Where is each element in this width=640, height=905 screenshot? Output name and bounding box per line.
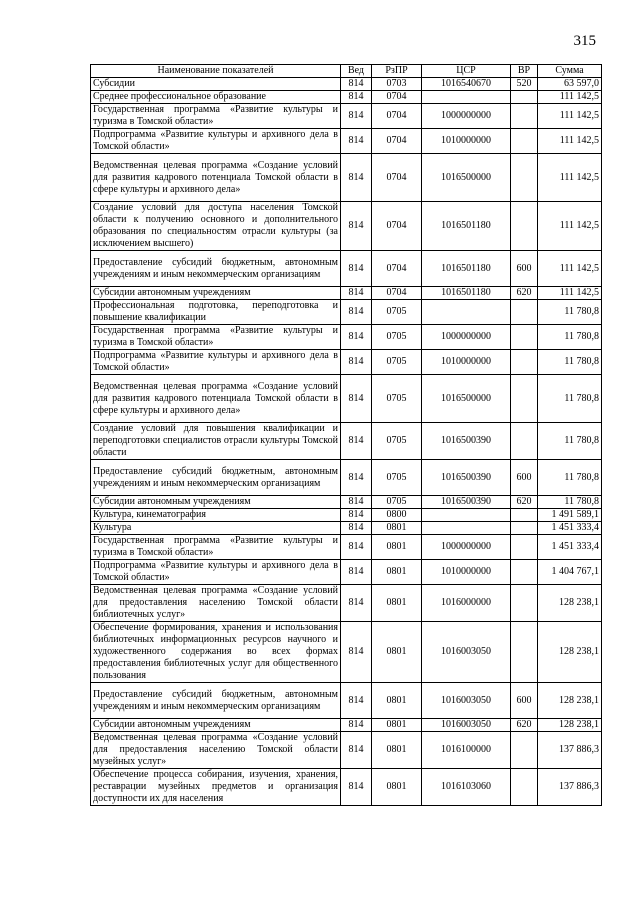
cell-vr: [511, 622, 538, 683]
cell-rzpr: 0705: [372, 350, 422, 375]
cell-sum: 1 404 767,1: [538, 560, 602, 585]
cell-sum: 11 780,8: [538, 300, 602, 325]
cell-vr: [511, 154, 538, 202]
cell-vr: [511, 350, 538, 375]
cell-name: Государственная программа «Развитие культуры и туризма в Томской области»: [91, 325, 341, 350]
cell-sum: 137 886,3: [538, 769, 602, 806]
table-row: [91, 300, 602, 325]
cell-name: Обеспечение формирования, хранения и использования библиотечных информационных ресурсов научного и художественного содержания во всех формах предоставления библиотечных услуг для общественного пользования: [91, 622, 341, 683]
table-row: [91, 350, 602, 375]
cell-sum: 128 238,1: [538, 585, 602, 622]
cell-ved: 814: [341, 732, 372, 769]
cell-sum: 111 142,5: [538, 91, 602, 104]
cell-vr: 620: [511, 496, 538, 509]
cell-csr: 1000000000: [422, 104, 511, 129]
cell-sum: 11 780,8: [538, 325, 602, 350]
cell-csr: 1016501180: [422, 251, 511, 287]
cell-sum: 11 780,8: [538, 496, 602, 509]
cell-name: Субсидии автономным учреждениям: [91, 496, 341, 509]
table-row: [91, 535, 602, 560]
table-row: [91, 154, 602, 202]
cell-vr: [511, 325, 538, 350]
cell-rzpr: 0704: [372, 129, 422, 154]
cell-csr: [422, 91, 511, 104]
table-row: [91, 460, 602, 496]
cell-name: Ведомственная целевая программа «Создание условий для предоставления населению Томской области музейных услуг»: [91, 732, 341, 769]
cell-name: Подпрограмма «Развитие культуры и архивного дела в Томской области»: [91, 560, 341, 585]
header-name: Наименование показателей: [91, 65, 341, 78]
cell-vr: [511, 423, 538, 460]
cell-sum: 1 491 589,1: [538, 509, 602, 522]
table-row: [91, 769, 602, 806]
cell-sum: 128 238,1: [538, 622, 602, 683]
table-row: [91, 104, 602, 129]
cell-csr: 1000000000: [422, 325, 511, 350]
cell-sum: 11 780,8: [538, 460, 602, 496]
cell-vr: [511, 104, 538, 129]
cell-sum: 111 142,5: [538, 287, 602, 300]
cell-rzpr: 0705: [372, 325, 422, 350]
cell-csr: [422, 509, 511, 522]
cell-ved: 814: [341, 509, 372, 522]
table-body: [91, 78, 602, 806]
cell-name: Предоставление субсидий бюджетным, автономным учреждениям и иным некоммерческим организациям: [91, 460, 341, 496]
cell-csr: 1016500390: [422, 423, 511, 460]
cell-name: Культура: [91, 522, 341, 535]
cell-name: Государственная программа «Развитие культуры и туризма в Томской области»: [91, 104, 341, 129]
table-row: [91, 683, 602, 719]
cell-ved: 814: [341, 622, 372, 683]
cell-sum: 11 780,8: [538, 423, 602, 460]
cell-vr: [511, 522, 538, 535]
cell-rzpr: 0704: [372, 104, 422, 129]
cell-csr: 1000000000: [422, 535, 511, 560]
cell-sum: 111 142,5: [538, 129, 602, 154]
cell-rzpr: 0705: [372, 300, 422, 325]
cell-csr: 1016103060: [422, 769, 511, 806]
cell-rzpr: 0703: [372, 78, 422, 91]
cell-csr: 1016500390: [422, 496, 511, 509]
cell-ved: 814: [341, 287, 372, 300]
cell-sum: 111 142,5: [538, 202, 602, 251]
cell-sum: 11 780,8: [538, 375, 602, 423]
cell-rzpr: 0704: [372, 91, 422, 104]
cell-ved: 814: [341, 522, 372, 535]
cell-vr: 600: [511, 251, 538, 287]
cell-ved: 814: [341, 496, 372, 509]
cell-ved: 814: [341, 423, 372, 460]
cell-name: Предоставление субсидий бюджетным, автономным учреждениям и иным некоммерческим организациям: [91, 683, 341, 719]
cell-rzpr: 0704: [372, 251, 422, 287]
cell-name: Создание условий для повышения квалификации и переподготовки специалистов отрасли культуры Томской области: [91, 423, 341, 460]
cell-csr: 1016003050: [422, 622, 511, 683]
cell-rzpr: 0704: [372, 202, 422, 251]
cell-rzpr: 0801: [372, 535, 422, 560]
cell-vr: [511, 375, 538, 423]
header-sum: Сумма: [538, 65, 602, 78]
cell-csr: 1010000000: [422, 350, 511, 375]
cell-ved: 814: [341, 683, 372, 719]
cell-rzpr: 0801: [372, 719, 422, 732]
table-row: [91, 202, 602, 251]
cell-name: Государственная программа «Развитие культуры и туризма в Томской области»: [91, 535, 341, 560]
table-row: [91, 251, 602, 287]
cell-rzpr: 0800: [372, 509, 422, 522]
cell-rzpr: 0801: [372, 732, 422, 769]
cell-name: Создание условий для доступа населения Томской области к получению основного и дополнительного образования по специальностям отрасли культуры (за исключением высшего): [91, 202, 341, 251]
cell-name: Предоставление субсидий бюджетным, автономным учреждениям и иным некоммерческим организациям: [91, 251, 341, 287]
cell-vr: 620: [511, 719, 538, 732]
table-row: [91, 496, 602, 509]
cell-ved: 814: [341, 560, 372, 585]
cell-vr: 520: [511, 78, 538, 91]
header-vr: ВР: [511, 65, 538, 78]
cell-vr: 620: [511, 287, 538, 300]
cell-vr: [511, 769, 538, 806]
cell-vr: 600: [511, 460, 538, 496]
cell-rzpr: 0705: [372, 460, 422, 496]
table-row: [91, 78, 602, 91]
cell-vr: [511, 535, 538, 560]
cell-csr: [422, 522, 511, 535]
table-row: [91, 719, 602, 732]
table-row: [91, 375, 602, 423]
table-row: [91, 129, 602, 154]
table-row: [91, 732, 602, 769]
table-row: [91, 287, 602, 300]
table-row: [91, 423, 602, 460]
cell-ved: 814: [341, 104, 372, 129]
cell-csr: 1016501180: [422, 202, 511, 251]
cell-rzpr: 0801: [372, 560, 422, 585]
cell-csr: 1016000000: [422, 585, 511, 622]
cell-csr: 1016003050: [422, 719, 511, 732]
cell-csr: 1016501180: [422, 287, 511, 300]
cell-csr: [422, 300, 511, 325]
cell-sum: 128 238,1: [538, 719, 602, 732]
header-csr: ЦСР: [422, 65, 511, 78]
cell-ved: 814: [341, 300, 372, 325]
table-row: [91, 522, 602, 535]
table-header-row: [91, 65, 602, 78]
table-row: [91, 509, 602, 522]
cell-rzpr: 0801: [372, 683, 422, 719]
cell-vr: [511, 91, 538, 104]
cell-name: Культура, кинематография: [91, 509, 341, 522]
cell-sum: 63 597,0: [538, 78, 602, 91]
cell-name: Ведомственная целевая программа «Создание условий для предоставления населению Томской области библиотечных услуг»: [91, 585, 341, 622]
cell-vr: [511, 509, 538, 522]
cell-name: Субсидии автономным учреждениям: [91, 287, 341, 300]
cell-name: Среднее профессиональное образование: [91, 91, 341, 104]
cell-ved: 814: [341, 460, 372, 496]
cell-csr: 1016500000: [422, 375, 511, 423]
table-row: [91, 91, 602, 104]
cell-rzpr: 0801: [372, 622, 422, 683]
cell-csr: 1016540670: [422, 78, 511, 91]
cell-rzpr: 0705: [372, 375, 422, 423]
cell-rzpr: 0704: [372, 154, 422, 202]
cell-rzpr: 0704: [372, 287, 422, 300]
cell-ved: 814: [341, 535, 372, 560]
cell-ved: 814: [341, 350, 372, 375]
table-row: [91, 622, 602, 683]
cell-ved: 814: [341, 719, 372, 732]
cell-sum: 128 238,1: [538, 683, 602, 719]
cell-ved: 814: [341, 154, 372, 202]
table-row: [91, 325, 602, 350]
cell-ved: 814: [341, 251, 372, 287]
cell-vr: 600: [511, 683, 538, 719]
cell-ved: 814: [341, 375, 372, 423]
cell-sum: 1 451 333,4: [538, 522, 602, 535]
cell-rzpr: 0801: [372, 769, 422, 806]
cell-name: Субсидии автономным учреждениям: [91, 719, 341, 732]
cell-name: Подпрограмма «Развитие культуры и архивного дела в Томской области»: [91, 129, 341, 154]
page-number: 315: [573, 33, 596, 49]
table-row: [91, 585, 602, 622]
cell-csr: 1016003050: [422, 683, 511, 719]
cell-ved: 814: [341, 78, 372, 91]
cell-ved: 814: [341, 129, 372, 154]
cell-name: Ведомственная целевая программа «Создание условий для развития кадрового потенциала Томской области в сфере культуры и архивного дела»: [91, 375, 341, 423]
cell-sum: 1 451 333,4: [538, 535, 602, 560]
cell-name: Обеспечение процесса собирания, изучения, хранения, реставрации музейных предметов и организация доступности их для населения: [91, 769, 341, 806]
cell-name: Ведомственная целевая программа «Создание условий для развития кадрового потенциала Томской области в сфере культуры и архивного дела»: [91, 154, 341, 202]
cell-csr: 1016500390: [422, 460, 511, 496]
cell-csr: 1010000000: [422, 129, 511, 154]
cell-ved: 814: [341, 769, 372, 806]
header-ved: Вед: [341, 65, 372, 78]
cell-name: Субсидии: [91, 78, 341, 91]
cell-vr: [511, 300, 538, 325]
cell-rzpr: 0801: [372, 522, 422, 535]
cell-rzpr: 0801: [372, 585, 422, 622]
cell-vr: [511, 732, 538, 769]
cell-sum: 137 886,3: [538, 732, 602, 769]
cell-vr: [511, 202, 538, 251]
cell-ved: 814: [341, 325, 372, 350]
header-rzpr: РзПР: [372, 65, 422, 78]
cell-sum: 111 142,5: [538, 251, 602, 287]
budget-table: [90, 64, 602, 806]
cell-vr: [511, 560, 538, 585]
cell-sum: 111 142,5: [538, 104, 602, 129]
cell-rzpr: 0705: [372, 423, 422, 460]
table-row: [91, 560, 602, 585]
cell-csr: 1010000000: [422, 560, 511, 585]
cell-sum: 111 142,5: [538, 154, 602, 202]
cell-ved: 814: [341, 585, 372, 622]
cell-csr: 1016500000: [422, 154, 511, 202]
cell-name: Профессиональная подготовка, переподготовка и повышение квалификации: [91, 300, 341, 325]
cell-name: Подпрограмма «Развитие культуры и архивного дела в Томской области»: [91, 350, 341, 375]
cell-vr: [511, 129, 538, 154]
cell-csr: 1016100000: [422, 732, 511, 769]
cell-rzpr: 0705: [372, 496, 422, 509]
cell-ved: 814: [341, 91, 372, 104]
cell-ved: 814: [341, 202, 372, 251]
cell-sum: 11 780,8: [538, 350, 602, 375]
cell-vr: [511, 585, 538, 622]
